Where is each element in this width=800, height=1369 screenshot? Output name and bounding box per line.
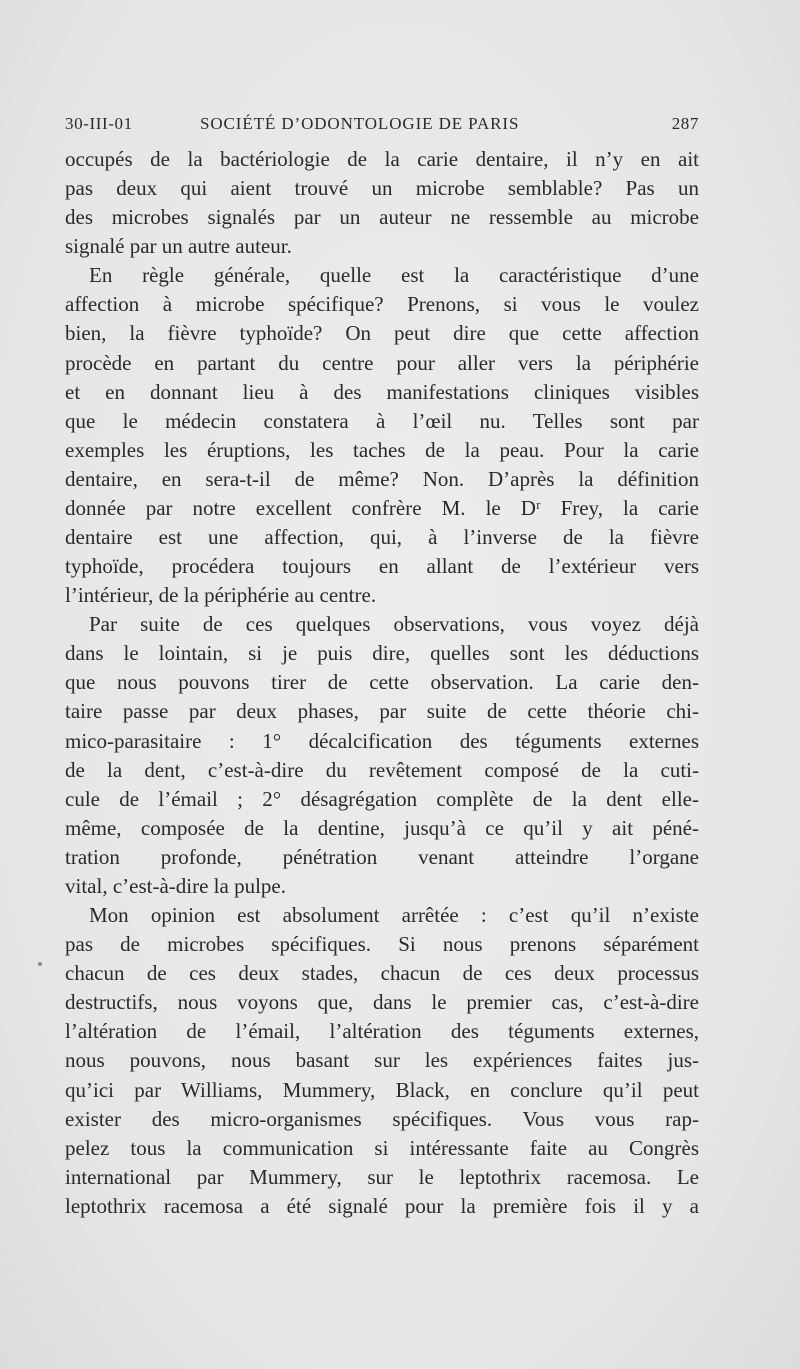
- text-line: vital, c’est-à-dire la pulpe.: [65, 873, 286, 898]
- text-line: pas de microbes spécifiques. Si nous prenons séparément: [65, 932, 699, 957]
- text-line: qu’ici par Williams, Mummery, Black, en conclure qu’il peut: [65, 1077, 699, 1102]
- text-line: donnée par notre excellent confrère M. le Dʳ Frey, la carie: [65, 495, 699, 520]
- text-line: Mon opinion est absolument arrêtée : c’est qu’il n’existe: [89, 903, 699, 928]
- running-header: [65, 114, 699, 140]
- text-line: cule de l’émail ; 2° désagrégation complète de la dent elle-: [65, 786, 699, 811]
- text-line: même, composée de la dentine, jusqu’à ce qu’il y ait péné-: [65, 815, 699, 840]
- text-line: affection à microbe spécifique? Prenons, si vous le voulez: [65, 292, 699, 317]
- header-date: 30-III-01: [65, 114, 133, 133]
- text-line: chacun de ces deux stades, chacun de ces deux processus: [65, 961, 699, 986]
- text-line: bien, la fièvre typhoïde? On peut dire que cette affection: [65, 321, 699, 346]
- text-line: que le médecin constatera à l’œil nu. Telles sont par: [65, 408, 699, 433]
- running-title: SOCIÉTÉ D’ODONTOLOGIE DE PARIS: [200, 114, 520, 133]
- text-line: et en donnant lieu à des manifestations cliniques visibles: [65, 379, 699, 404]
- margin-speck: [38, 962, 42, 966]
- text-line: l’altération de l’émail, l’altération des téguments externes,: [65, 1019, 699, 1044]
- text-line: nous pouvons, nous basant sur les expériences faites jus-: [65, 1048, 699, 1073]
- text-line: exister des micro-organismes spécifiques. Vous vous rap-: [65, 1106, 699, 1131]
- text-line: mico-parasitaire : 1° décalcification des téguments externes: [65, 728, 699, 753]
- text-line: occupés de la bactériologie de la carie dentaire, il n’y en ait: [65, 147, 699, 171]
- text-line: destructifs, nous voyons que, dans le premier cas, c’est-à-dire: [65, 990, 699, 1015]
- page-number: 287: [671, 114, 699, 133]
- text-line: taire passe par deux phases, par suite de cette théorie chi-: [65, 699, 699, 724]
- text-line: que nous pouvons tirer de cette observation. La carie den-: [65, 670, 699, 695]
- text-line: procède en partant du centre pour aller vers la périphérie: [65, 350, 699, 375]
- body-text: [65, 145, 699, 1221]
- text-line: l’intérieur, de la périphérie au centre.: [65, 583, 377, 608]
- text-line: pelez tous la communication si intéressante faite au Congrès: [65, 1135, 699, 1160]
- text-line: international par Mummery, sur le leptothrix racemosa. Le: [65, 1164, 699, 1189]
- text-line: Par suite de ces quelques observations, vous voyez déjà: [89, 612, 699, 637]
- text-line: tration profonde, pénétration venant atteindre l’organe: [65, 844, 699, 869]
- text-line: de la dent, c’est-à-dire du revêtement composé de la cuti-: [65, 757, 699, 782]
- text-line: dentaire, en sera-t-il de même? Non. D’après la définition: [65, 466, 699, 491]
- text-line: typhoïde, procédera toujours en allant de l’extérieur vers: [65, 554, 699, 579]
- text-line: des microbes signalés par un auteur ne ressemble au microbe: [65, 205, 699, 230]
- text-line: dans le lointain, si je puis dire, quelles sont les déductions: [65, 641, 699, 666]
- text-line: pas deux qui aient trouvé un microbe semblable? Pas un: [65, 176, 699, 201]
- text-line: signalé par un autre auteur.: [65, 234, 292, 259]
- text-line: exemples les éruptions, les taches de la peau. Pour la carie: [65, 437, 699, 462]
- text-line: dentaire est une affection, qui, à l’inverse de la fièvre: [65, 525, 699, 550]
- text-line: leptothrix racemosa a été signalé pour la première fois il y a: [65, 1193, 699, 1218]
- text-line: En règle générale, quelle est la caractéristique d’une: [89, 263, 699, 288]
